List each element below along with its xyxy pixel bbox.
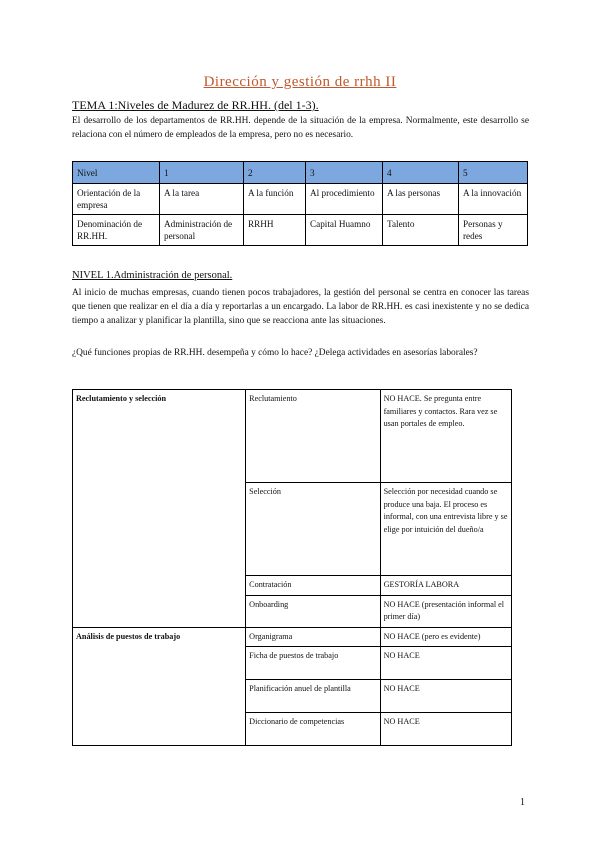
table-header-cell: 5	[459, 162, 528, 184]
intro-paragraph: El desarrollo de los departamentos de RR.HH. depende de la situación de la empresa. Normalmente, este desarrollo se relaciona con el número de empleados de la empresa, pero no es necesario.	[72, 116, 529, 140]
table-cell: A la tarea	[160, 184, 244, 215]
how-cell: NO HACE	[380, 680, 511, 713]
function-cell: Planificación anuel de plantilla	[246, 680, 380, 713]
function-cell: Onboarding	[246, 595, 380, 627]
function-cell: Reclutamiento	[246, 390, 380, 483]
table-cell: A la función	[244, 184, 306, 215]
function-cell: Contratación	[246, 576, 380, 596]
how-cell: GESTORÍA LABORA	[380, 576, 511, 596]
table-header-cell: 4	[383, 162, 459, 184]
page-number: 1	[520, 797, 525, 808]
document-title: Dirección y gestión de rrhh II	[203, 74, 397, 90]
function-cell: Ficha de puestos de trabajo	[246, 647, 380, 680]
table-cell: A las personas	[383, 184, 459, 215]
table-header-row	[73, 162, 528, 184]
table-row	[73, 627, 512, 647]
table-cell: Personas y redes	[459, 215, 528, 246]
level1-heading: NIVEL 1.Administración de personal.	[72, 270, 233, 281]
maturity-levels-table	[72, 161, 528, 246]
how-cell: NO HACE (presentación informal el primer día)	[380, 595, 511, 627]
how-cell: NO HACE. Se pregunta entre familiares y contactos. Rara vez se usan portales de empleo.	[380, 390, 511, 483]
function-cell: Organigrama	[246, 627, 380, 647]
table-cell: Talento	[383, 215, 459, 246]
table-row	[73, 184, 528, 215]
table-header-cell: 2	[244, 162, 306, 184]
table-header-cell: 1	[160, 162, 244, 184]
group-name-cell: Análisis de puestos de trabajo	[73, 627, 246, 746]
table-cell: RRHH	[244, 215, 306, 246]
group-name-cell: Reclutamiento y selección	[73, 390, 246, 628]
how-cell: NO HACE (pero es evidente)	[380, 627, 511, 647]
table-row	[73, 390, 512, 483]
how-cell: NO HACE	[380, 713, 511, 746]
table-header-cell: 3	[306, 162, 383, 184]
function-cell: Diccionario de competencias	[246, 713, 380, 746]
table-row	[73, 215, 528, 246]
table-cell: Capital Huamno	[306, 215, 383, 246]
table-cell: Administración de personal	[160, 215, 244, 246]
how-cell: NO HACE	[380, 647, 511, 680]
table-cell: Orientación de la empresa	[73, 184, 160, 215]
table-cell: Denominación de RR.HH.	[73, 215, 160, 246]
table-cell: Al procedimiento	[306, 184, 383, 215]
table-cell: A la innovación	[459, 184, 528, 215]
level1-question: ¿Qué funciones propias de RR.HH. desempeña y cómo lo hace? ¿Delega actividades en asesorías laborales?	[72, 348, 478, 358]
table-header-cell: Nivel	[73, 162, 160, 184]
topic-heading: TEMA 1:Niveles de Madurez de RR.HH. (del 1-3).	[72, 98, 319, 112]
how-cell: Selección por necesidad cuando se produce una baja. El proceso es informal, con una entrevista libre y se elige por intuición del dueño/a	[380, 483, 511, 576]
level1-paragraph: Al inicio de muchas empresas, cuando tienen pocos trabajadores, la gestión del personal se centra en conocer las tareas que tienen que realizar en el día a día y reportarlas a un encargado. La labor de RR.HH. es casi inexistente y no se dedica tiempo a analizar y planificar la plantilla, sino que se reacciona ante las situaciones.	[72, 288, 529, 326]
function-cell: Selección	[246, 483, 380, 576]
functions-table	[72, 389, 512, 746]
